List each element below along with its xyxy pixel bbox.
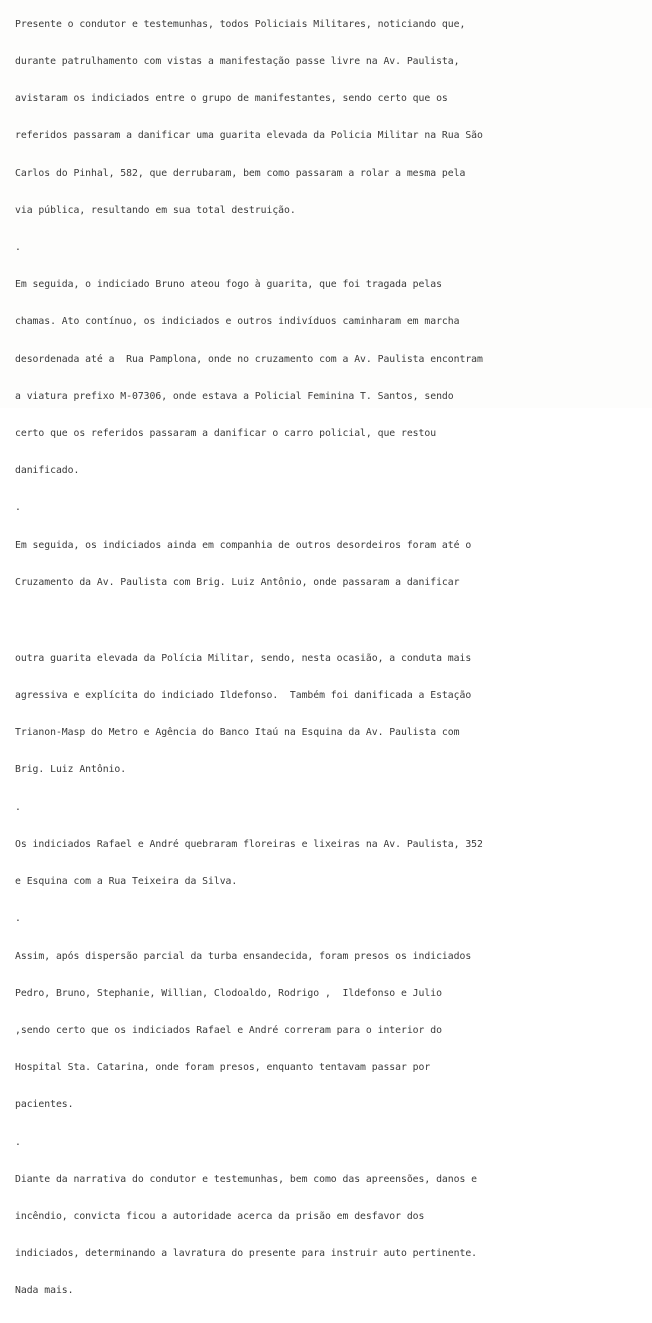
text-line: Diante da narrativa do condutor e testemunhas, bem como das apreensões, danos e <box>15 1173 478 1185</box>
text-line: Em seguida, o indiciado Bruno ateou fogo à guarita, que foi tragada pelas <box>15 279 442 291</box>
text-line: Pedro, Bruno, Stephanie, Willian, Clodoaldo, Rodrigo , Ildefonso e Julio <box>15 987 442 999</box>
text-line: Cruzamento da Av. Paulista com Brig. Luiz Antônio, onde passaram a danificar <box>15 576 460 588</box>
text-line: incêndio, convicta ficou a autoridade acerca da prisão em desfavor dos <box>15 1210 425 1222</box>
text-line: Hospital Sta. Catarina, onde foram presos, enquanto tentavam passar por <box>15 1062 431 1074</box>
text-line: Em seguida, os indiciados ainda em companhia de outros desordeiros foram até o <box>15 539 472 551</box>
text-line: pacientes. <box>15 1099 74 1111</box>
paragraph-1 <box>15 0 645 242</box>
text-line: Trianon-Masp do Metro e Agência do Banco Itaú na Esquina da Av. Paulista com <box>15 727 460 739</box>
text-line: durante patrulhamento com vistas a manifestação passe livre na Av. Paulista, <box>15 56 460 68</box>
text-line: desordenada até a Rua Pamplona, onde no cruzamento com a Av. Paulista encontram <box>15 353 483 365</box>
paragraph-separator: . <box>15 913 21 925</box>
text-line: via pública, resultando em sua total destruição. <box>15 204 296 216</box>
paragraph-separator: . <box>15 502 21 514</box>
paragraph-separator: . <box>15 242 21 254</box>
text-line: referidos passaram a danificar uma guarita elevada da Policia Militar na Rua São <box>15 130 483 142</box>
text-line: a viatura prefixo M-07306, onde estava a Policial Feminina T. Santos, sendo <box>15 390 454 402</box>
text-line: Assim, após dispersão parcial da turba ensandecida, foram presos os indiciados <box>15 950 472 962</box>
text-line: indiciados, determinando a lavratura do presente para instruir auto pertinente. <box>15 1248 478 1260</box>
text-line: Nada mais. <box>15 1285 74 1297</box>
paragraph-7 <box>15 1149 645 1323</box>
text-line: chamas. Ato contínuo, os indiciados e outros indivíduos caminharam em marcha <box>15 316 460 328</box>
text-line: avistaram os indiciados entre o grupo de manifestantes, sendo certo que os <box>15 93 448 105</box>
document-body <box>15 0 645 1323</box>
text-line: danificado. <box>15 465 80 477</box>
text-line: certo que os referidos passaram a danificar o carro policial, que restou <box>15 428 437 440</box>
paragraph-gap <box>15 614 645 628</box>
paragraph-4 <box>15 628 645 802</box>
text-line: ,sendo certo que os indiciados Rafael e André correram para o interior do <box>15 1024 442 1036</box>
text-line: Brig. Luiz Antônio. <box>15 764 127 776</box>
text-line: outra guarita elevada da Polícia Militar, sendo, nesta ocasião, a conduta mais <box>15 652 472 664</box>
paragraph-5 <box>15 814 645 913</box>
text-line: e Esquina com a Rua Teixeira da Silva. <box>15 876 238 888</box>
text-line: Os indiciados Rafael e André quebraram floreiras e lixeiras na Av. Paulista, 352 <box>15 838 483 850</box>
paragraph-separator: . <box>15 1136 21 1148</box>
paragraph-6 <box>15 926 645 1137</box>
paragraph-separator: . <box>15 801 21 813</box>
text-line: agressiva e explícita do indiciado Ildefonso. Também foi danificada a Estação <box>15 690 472 702</box>
text-line: Carlos do Pinhal, 582, que derrubaram, bem como passaram a rolar a mesma pela <box>15 167 466 179</box>
paragraph-2 <box>15 254 645 502</box>
paragraph-3 <box>15 515 645 614</box>
text-line: Presente o condutor e testemunhas, todos Policiais Militares, noticiando que, <box>15 18 466 30</box>
